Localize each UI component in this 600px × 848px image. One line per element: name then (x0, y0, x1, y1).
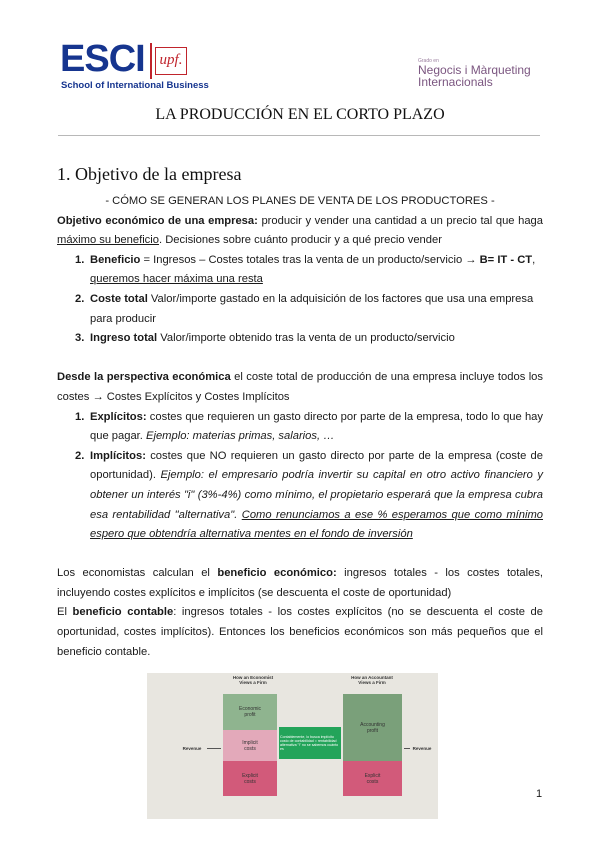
implicit-costs-block: Implicit costs (223, 730, 277, 761)
document-body (57, 192, 543, 662)
logo-school-name: School of International Business (61, 80, 209, 91)
definition: Valor/importe gastado en la adquisición de los factores que usa una empresa para producir (90, 292, 534, 325)
acct-label: beneficio contable (72, 606, 174, 619)
accountant-title: How an Accountant Views a Firm (351, 675, 393, 685)
paragraph-perspective (57, 368, 543, 407)
objective-label: Objetivo económico de una empresa: (57, 214, 258, 227)
costs-list (57, 408, 543, 545)
definition: costes que NO requieren un gasto directo por parte de la empresa (coste de oportunidad). (90, 449, 543, 482)
formula: B= IT - CT (479, 253, 533, 266)
explicit-costs-left-block: Explicit costs (223, 761, 277, 796)
degree-line-1: Negocis i Màrqueting (418, 63, 531, 77)
term: Ingreso total (90, 332, 158, 345)
separator: , (532, 253, 536, 266)
revenue-right-line (404, 748, 410, 749)
emphasis: Como renunciamos a ese % esperamos que como mínimo espero que obtendría alternativa mentes en el fondo de inversión (90, 508, 544, 541)
perspective-text: el coste total de producción de una empresa incluye todos los costes → Costes Explícitos y Costes Implícitos (57, 371, 543, 403)
note-box: Contablemente, lo busca implícito costo de contabilidad = rentabilidad alternativa "i" no se sabemos cuánto es (279, 727, 341, 759)
term: Implícitos: (90, 449, 146, 462)
esci-logo: ESCI (60, 38, 145, 80)
list-number: 2. (75, 449, 85, 462)
objective-text-b: . Decisiones sobre cuánto producir y a qué precio vender (158, 234, 442, 247)
title-rule (58, 135, 540, 136)
accounting-profit-block: Accounting profit (343, 694, 402, 761)
list-item (57, 408, 543, 447)
definition: = Ingresos – Costes totales tras la venta de un producto/servicio → (140, 253, 480, 266)
logo-divider (150, 43, 152, 79)
list-number: 3. (75, 332, 85, 345)
revenue-left-label: Revenue (182, 746, 202, 751)
paragraph-accounting-profit (57, 603, 543, 662)
econ-text-a: Los economistas calculan el (57, 567, 218, 580)
acct-text-a: El (57, 606, 73, 619)
list-number: 2. (75, 292, 85, 305)
objective-underline: máximo su beneficio (57, 234, 159, 247)
degree-line-2: Internacionals (418, 75, 493, 89)
list-item (57, 290, 543, 329)
document-title: LA PRODUCCIÓN EN EL CORTO PLAZO (155, 106, 445, 123)
definition: Valor/importe obtenido tras la venta de un producto/servicio (157, 332, 455, 345)
example: Ejemplo: materias primas, salarios, … (146, 430, 335, 443)
revenue-right-label: Revenue (412, 746, 432, 751)
economist-title: How an Economist Views a Firm (232, 675, 274, 685)
objective-text-a: producir y vender una cantidad a un precio tal que haga (257, 214, 543, 227)
page-number: 1 (536, 788, 543, 800)
economic-profit-block: Economic profit (223, 694, 277, 730)
econ-label: beneficio económico: (217, 567, 337, 580)
example: Ejemplo: el empresario podría invertir su capital en otro activo financiero y obtener un interés "i" (3%-4%) como mínimo, el propietario esperará que la empresa cubra esa rentabilidad "alternativa". (90, 469, 543, 521)
degree-header (418, 58, 531, 88)
econ-text-b: ingresos totales - los costes totales, incluyendo costes explícitos e implícitos (se descuenta el coste de oportunidad) (57, 567, 544, 599)
list-number: 1. (75, 410, 85, 423)
definitions-list (57, 251, 543, 349)
list-item (57, 447, 543, 545)
paragraph-objective (57, 212, 543, 251)
list-item (57, 329, 543, 349)
acct-text-b: : ingresos totales - los costes explícitos (no se descuenta el coste de oportunidad, costes implícitos). Entonces los beneficios económicos son más pequeños que el beneficio contable. (57, 606, 543, 658)
revenue-left-line (207, 748, 221, 749)
term: Explícitos: (90, 410, 147, 423)
section-subtitle: - CÓMO SE GENERAN LOS PLANES DE VENTA DE LOS PRODUCTORES - (105, 195, 495, 207)
economist-vs-accountant-figure (147, 673, 438, 819)
emphasis: queremos hacer máxima una resta (90, 273, 263, 286)
definition: costes que requieren un gasto directo por parte de la empresa, todo lo que hay que pagar. (90, 410, 543, 443)
upf-logo-badge: upf. (155, 47, 187, 75)
list-item (57, 251, 543, 290)
degree-tiny-label: Grado en (418, 58, 439, 64)
term: Coste total (90, 292, 148, 305)
paragraph-economic-profit (57, 564, 543, 603)
explicit-costs-right-block: Explicit costs (343, 761, 402, 796)
section-title: 1. Objetivo de la empresa (57, 164, 242, 184)
list-number: 1. (75, 253, 85, 266)
perspective-label: Desde la perspectiva económica (57, 371, 231, 384)
term: Beneficio (90, 253, 141, 266)
